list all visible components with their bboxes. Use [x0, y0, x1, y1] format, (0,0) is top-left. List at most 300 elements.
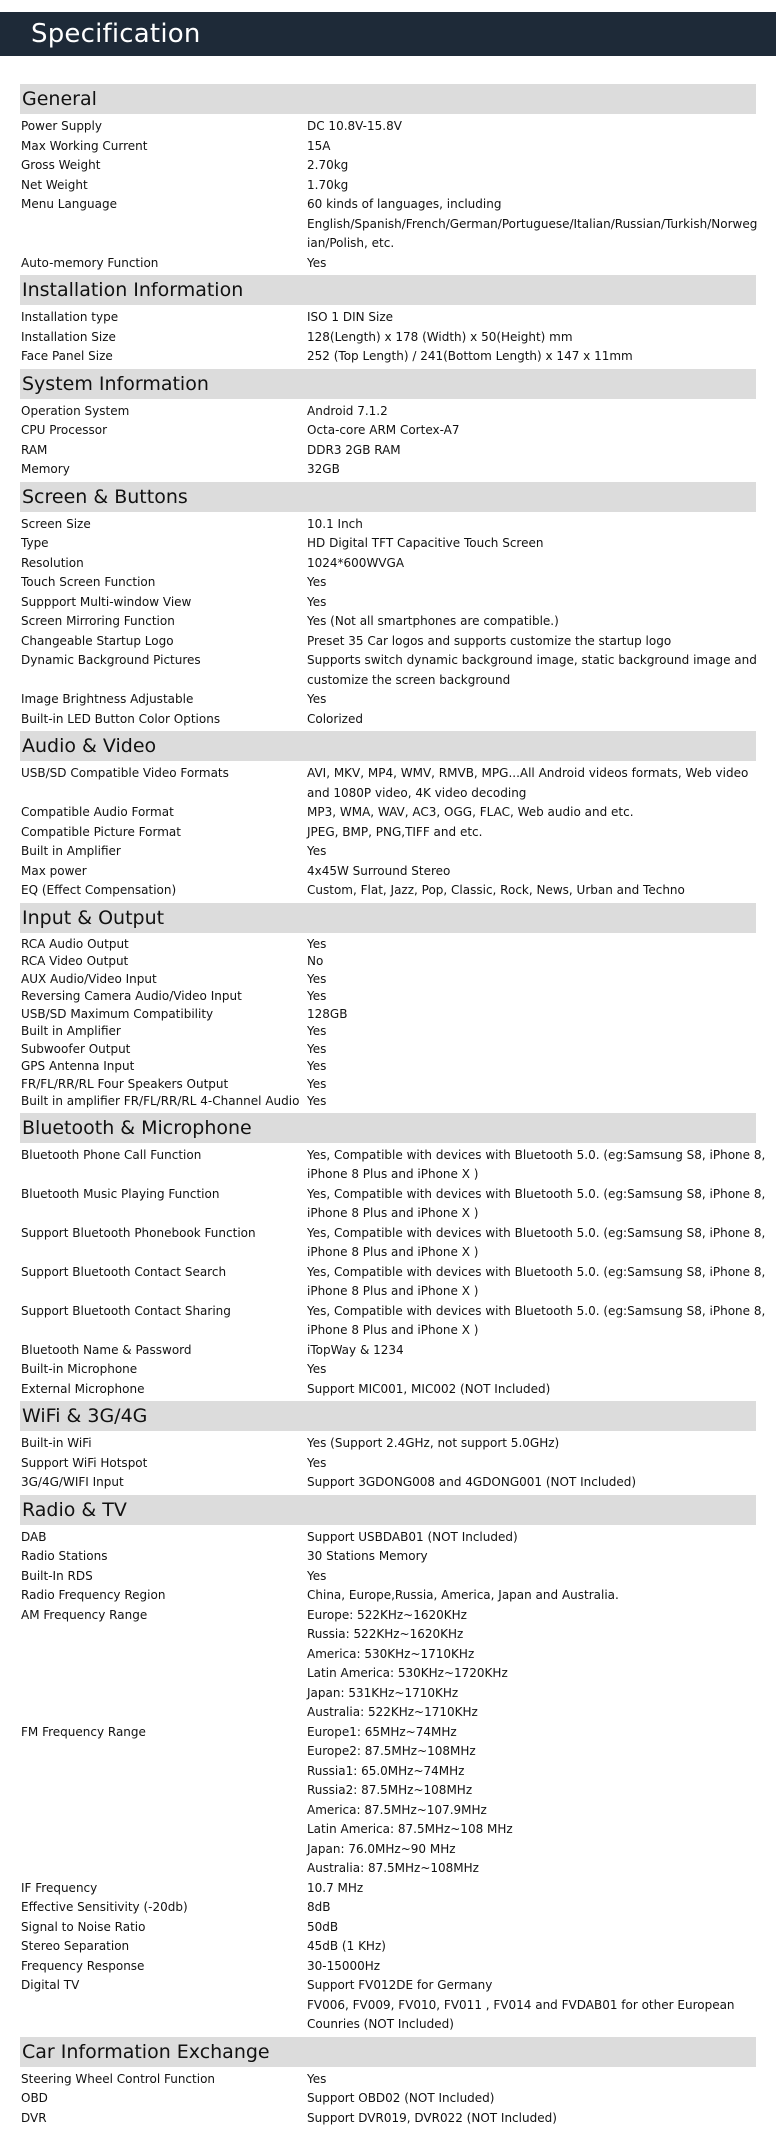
- spec-row: [20, 1473, 756, 1493]
- spec-value-line: Russia2: 87.5MHz~108MHz: [307, 1783, 473, 1797]
- spec-label: FM Frequency Range: [21, 1724, 146, 1739]
- spec-row: [20, 988, 756, 1006]
- spec-row: [20, 823, 756, 843]
- spec-row: [20, 421, 756, 441]
- spec-value: [307, 1076, 756, 1094]
- spec-value: [307, 1023, 756, 1041]
- spec-row: [20, 632, 756, 652]
- spec-row: [20, 2089, 756, 2109]
- section-header: Bluetooth & Microphone: [20, 1113, 756, 1143]
- spec-value: [307, 862, 756, 882]
- spec-row: [20, 1957, 756, 1977]
- spec-row: [20, 554, 756, 574]
- spec-value-line: Europe2: 87.5MHz~108MHz: [307, 1744, 476, 1758]
- spec-row: [20, 1528, 756, 1548]
- spec-label: RAM: [21, 442, 48, 457]
- spec-value-line: Support DVR019, DVR022 (NOT Included): [307, 2110, 557, 2125]
- spec-value-line: Supports switch dynamic background image, static background image and: [307, 653, 757, 667]
- spec-value: [307, 1547, 756, 1567]
- spec-value-line: Europe1: 65MHz~74MHz: [307, 1724, 457, 1739]
- spec-label: Frequency Response: [21, 1958, 145, 1973]
- spec-label: Screen Mirroring Function: [21, 614, 175, 628]
- spec-row: [20, 1434, 756, 1454]
- spec-label: IF Frequency: [21, 1880, 98, 1895]
- spec-row: [20, 137, 756, 157]
- spec-value: [307, 1360, 756, 1380]
- spec-row: [20, 534, 756, 554]
- spec-label: Resolution: [21, 555, 84, 570]
- spec-value: [307, 254, 756, 274]
- spec-row: [20, 195, 756, 254]
- spec-section: [20, 1495, 756, 2035]
- spec-value: [307, 1224, 766, 1263]
- spec-row: [20, 1360, 756, 1380]
- section-header: System Information: [20, 369, 756, 399]
- spec-value: [307, 842, 756, 862]
- spec-value: [307, 710, 756, 730]
- spec-row: [20, 690, 756, 710]
- spec-row: [20, 842, 756, 862]
- section-header: Radio & TV: [20, 1495, 756, 1525]
- spec-label: Support WiFi Hotspot: [21, 1455, 148, 1470]
- spec-row: [20, 1023, 756, 1041]
- spec-row: [20, 936, 756, 954]
- spec-label: External Microphone: [21, 1381, 145, 1396]
- spec-row: [20, 1006, 756, 1024]
- spec-row: [20, 1341, 756, 1361]
- spec-row: [20, 2070, 756, 2090]
- spec-section: [20, 369, 756, 480]
- spec-label: Bluetooth Music Playing Function: [21, 1186, 220, 1201]
- spec-value-line: 128GB: [307, 1006, 348, 1021]
- spec-value: [307, 1146, 766, 1185]
- spec-value-line: Support OBD02 (NOT Included): [307, 2091, 495, 2105]
- spec-value-line: China, Europe,Russia, America, Japan and Australia.: [307, 1588, 619, 1602]
- spec-value: [307, 554, 756, 574]
- spec-value-line: 10.7 MHz: [307, 1880, 364, 1895]
- spec-value-line: Yes, Compatible with devices with Bluetooth 5.0. (eg:Samsung S8, iPhone 8,: [307, 1225, 766, 1240]
- spec-row: [20, 1879, 756, 1899]
- spec-label: Signal to Noise Ratio: [21, 1919, 146, 1934]
- spec-row: [20, 1263, 766, 1302]
- spec-label: Power Supply: [21, 119, 102, 133]
- spec-value: [307, 195, 757, 254]
- spec-row: [20, 573, 756, 593]
- spec-value-line: America: 87.5MHz~107.9MHz: [307, 1802, 487, 1817]
- spec-value-line: Yes: [307, 1059, 327, 1073]
- spec-value-line: 32GB: [307, 462, 340, 476]
- spec-value: [307, 573, 756, 593]
- spec-value-line: 15A: [307, 138, 331, 153]
- spec-section: [20, 731, 756, 901]
- spec-value-line: Yes: [307, 1024, 327, 1038]
- spec-value-line: Yes (Support 2.4GHz, not support 5.0GHz): [307, 1436, 560, 1450]
- spec-row: [20, 328, 756, 348]
- spec-value-line: Japan: 531KHz~1710KHz: [307, 1685, 459, 1700]
- spec-label: Built-in WiFi: [21, 1436, 92, 1450]
- spec-value: [307, 1567, 756, 1587]
- spec-row: [20, 1185, 766, 1224]
- spec-label: Menu Language: [21, 197, 117, 211]
- spec-value-line: Yes: [307, 692, 327, 706]
- spec-label: Max power: [21, 863, 87, 878]
- spec-value-line: 252 (Top Length) / 241(Bottom Length) x 147 x 11mm: [307, 349, 633, 363]
- spec-row: [20, 1918, 756, 1938]
- spec-label: Touch Screen Function: [21, 575, 156, 589]
- spec-value-line: Latin America: 530KHz~1720KHz: [307, 1666, 508, 1680]
- spec-value: [307, 1473, 756, 1493]
- spec-value-line: 128(Length) x 178 (Width) x 50(Height) mm: [307, 329, 573, 344]
- spec-row: [20, 651, 756, 690]
- spec-value-line: English/Spanish/French/German/Portuguese/Italian/Russian/Turkish/Norweg: [307, 216, 758, 231]
- spec-row: [20, 710, 756, 730]
- spec-value-line: Yes: [307, 1076, 327, 1091]
- spec-value-line: Yes: [307, 1362, 327, 1376]
- spec-value: [307, 460, 756, 480]
- spec-value: [307, 1957, 756, 1977]
- spec-value-line: 10.1 Inch: [307, 516, 363, 531]
- spec-value-line: Support FV012DE for Germany: [307, 1978, 493, 1992]
- spec-value: [307, 651, 757, 690]
- spec-row: [20, 347, 756, 367]
- spec-value-line: 30-15000Hz: [307, 1958, 381, 1973]
- section-header: Installation Information: [20, 275, 756, 305]
- spec-value-line: Japan: 76.0MHz~90 MHz: [307, 1841, 456, 1856]
- spec-label: Radio Frequency Region: [21, 1588, 166, 1602]
- spec-row: [20, 460, 756, 480]
- specification-table: [0, 84, 776, 2128]
- spec-value-line: Yes: [307, 1455, 327, 1470]
- spec-label: Stereo Separation: [21, 1939, 130, 1953]
- spec-value-line: Colorized: [307, 711, 363, 726]
- spec-row: [20, 1041, 756, 1059]
- spec-value-line: Support 3GDONG008 and 4GDONG001 (NOT Included): [307, 1475, 637, 1489]
- spec-label: Screen Size: [21, 516, 91, 531]
- spec-row: [20, 612, 756, 632]
- spec-value-line: Australia: 522KHz~1710KHz: [307, 1705, 478, 1719]
- spec-value: [307, 1041, 756, 1059]
- spec-value: [307, 1528, 756, 1548]
- spec-value-line: 30 Stations Memory: [307, 1549, 428, 1563]
- spec-value: [307, 402, 756, 422]
- spec-label: Support Bluetooth Phonebook Function: [21, 1225, 256, 1240]
- spec-row: [20, 1076, 756, 1094]
- spec-value-line: JPEG, BMP, PNG,TIFF and etc.: [307, 824, 483, 839]
- spec-value: [307, 117, 756, 137]
- spec-value-line: America: 530KHz~1710KHz: [307, 1646, 475, 1661]
- spec-value-line: Europe: 522KHz~1620KHz: [307, 1607, 467, 1622]
- spec-value: [307, 1093, 756, 1111]
- spec-label: FR/FL/RR/RL Four Speakers Output: [21, 1076, 229, 1091]
- spec-label: EQ (Effect Compensation): [21, 883, 177, 897]
- spec-label: 3G/4G/WIFI Input: [21, 1475, 124, 1489]
- spec-value-line: iPhone 8 Plus and iPhone X ): [307, 1284, 479, 1298]
- spec-row: [20, 1723, 756, 1879]
- spec-row: [20, 1606, 756, 1723]
- spec-row: [20, 1547, 756, 1567]
- spec-value-line: Yes: [307, 989, 327, 1003]
- spec-value-line: and 1080P video, 4K video decoding: [307, 785, 527, 800]
- spec-value-line: Yes: [307, 255, 327, 270]
- spec-label: Auto-memory Function: [21, 255, 159, 270]
- spec-row: [20, 1586, 756, 1606]
- section-header: WiFi & 3G/4G: [20, 1401, 756, 1431]
- spec-label: Effective Sensitivity (-20db): [21, 1900, 188, 1914]
- spec-label: Dynamic Background Pictures: [21, 653, 201, 667]
- spec-label: Built-in Microphone: [21, 1362, 138, 1376]
- section-header: General: [20, 84, 756, 114]
- spec-section: [20, 1401, 756, 1493]
- spec-label: Built-In RDS: [21, 1568, 93, 1583]
- spec-value-line: Support MIC001, MIC002 (NOT Included): [307, 1381, 551, 1396]
- spec-value-line: AVI, MKV, MP4, WMV, RMVB, MPG...All Android videos formats, Web video: [307, 766, 749, 780]
- spec-value-line: iTopWay & 1234: [307, 1342, 404, 1357]
- spec-value-line: Yes, Compatible with devices with Bluetooth 5.0. (eg:Samsung S8, iPhone 8,: [307, 1186, 766, 1201]
- spec-label: Image Brightness Adjustable: [21, 692, 194, 706]
- spec-label: Face Panel Size: [21, 349, 113, 363]
- section-header: Input & Output: [20, 903, 756, 933]
- spec-row: [20, 1058, 756, 1076]
- spec-row: [20, 1093, 756, 1111]
- spec-label: Support Bluetooth Contact Sharing: [21, 1303, 231, 1318]
- spec-section: [20, 2037, 756, 2129]
- spec-value: [307, 1302, 766, 1341]
- spec-label: Built in Amplifier: [21, 844, 121, 858]
- spec-label: Radio Stations: [21, 1549, 108, 1563]
- spec-section: [20, 903, 756, 1111]
- spec-value-line: Yes, Compatible with devices with Bluetooth 5.0. (eg:Samsung S8, iPhone 8,: [307, 1264, 766, 1279]
- spec-label: Compatible Audio Format: [21, 805, 174, 819]
- spec-row: [20, 862, 756, 882]
- spec-label: Subwoofer Output: [21, 1041, 131, 1056]
- spec-value-line: 1.70kg: [307, 177, 349, 192]
- spec-row: [20, 593, 756, 613]
- spec-value-line: DDR3 2GB RAM: [307, 442, 401, 457]
- spec-section: [20, 275, 756, 367]
- spec-value: [307, 2089, 756, 2109]
- spec-row: [20, 1567, 756, 1587]
- spec-row: [20, 1898, 756, 1918]
- spec-value-line: FV006, FV009, FV010, FV011 , FV014 and FVDAB01 for other European: [307, 1997, 735, 2012]
- spec-row: [20, 1146, 766, 1185]
- spec-value: [307, 347, 756, 367]
- spec-value-line: DC 10.8V-15.8V: [307, 119, 402, 133]
- section-header: Audio & Video: [20, 731, 756, 761]
- spec-value: [307, 1586, 756, 1606]
- spec-value: [307, 308, 756, 328]
- spec-value: [307, 690, 756, 710]
- spec-value-line: HD Digital TFT Capacitive Touch Screen: [307, 536, 544, 550]
- spec-label: Suppport Multi-window View: [21, 594, 192, 609]
- spec-label: AM Frequency Range: [21, 1607, 148, 1622]
- spec-value-line: Custom, Flat, Jazz, Pop, Classic, Rock, News, Urban and Techno: [307, 883, 685, 897]
- spec-value-line: Octa-core ARM Cortex-A7: [307, 423, 460, 437]
- spec-value-line: 8dB: [307, 1900, 331, 1914]
- spec-label: OBD: [21, 2091, 48, 2105]
- spec-value-line: No: [307, 954, 324, 968]
- spec-value: [307, 764, 756, 803]
- spec-value: [307, 1185, 766, 1224]
- spec-value-line: Yes, Compatible with devices with Bluetooth 5.0. (eg:Samsung S8, iPhone 8,: [307, 1147, 766, 1162]
- spec-value-line: Preset 35 Car logos and supports customize the startup logo: [307, 633, 672, 648]
- spec-row: [20, 1224, 766, 1263]
- spec-label: Bluetooth Phone Call Function: [21, 1147, 202, 1162]
- spec-value-line: iPhone 8 Plus and iPhone X ): [307, 1167, 479, 1181]
- spec-value: [307, 1898, 756, 1918]
- spec-label: USB/SD Compatible Video Formats: [21, 766, 229, 780]
- spec-value: [307, 632, 756, 652]
- spec-value: [307, 612, 756, 632]
- spec-value: [307, 137, 756, 157]
- spec-value-line: Russia: 522KHz~1620KHz: [307, 1627, 464, 1641]
- spec-value-line: Yes: [307, 1041, 327, 1056]
- spec-value: [307, 1006, 756, 1024]
- spec-value: [307, 936, 756, 954]
- page-title-bar: [0, 12, 776, 56]
- spec-value-line: Counries (NOT Included): [307, 2017, 454, 2031]
- spec-row: [20, 1302, 766, 1341]
- spec-value: [307, 1606, 756, 1723]
- spec-label: Support Bluetooth Contact Search: [21, 1264, 227, 1279]
- spec-row: [20, 515, 756, 535]
- spec-value: [307, 1434, 756, 1454]
- spec-value-line: iPhone 8 Plus and iPhone X ): [307, 1245, 479, 1259]
- spec-label: GPS Antenna Input: [21, 1059, 135, 1073]
- spec-value-line: Russia1: 65.0MHz~74MHz: [307, 1763, 465, 1778]
- spec-value: [307, 1341, 756, 1361]
- spec-value: [307, 1918, 756, 1938]
- spec-label: Digital TV: [21, 1978, 80, 1992]
- spec-value: [307, 2070, 756, 2090]
- spec-value-line: ian/Polish, etc.: [307, 236, 395, 250]
- spec-label: RCA Audio Output: [21, 936, 129, 951]
- spec-value: [307, 1058, 756, 1076]
- spec-value-line: Yes: [307, 2071, 327, 2086]
- spec-label: AUX Audio/Video Input: [21, 971, 157, 986]
- spec-label: Built in amplifier FR/FL/RR/RL 4-Channel Audio: [21, 1094, 300, 1108]
- spec-value: [307, 823, 756, 843]
- spec-section: [20, 482, 756, 730]
- spec-row: [20, 1976, 756, 2035]
- spec-value-line: Yes: [307, 936, 327, 951]
- spec-label: CPU Processor: [21, 423, 108, 437]
- spec-label: Changeable Startup Logo: [21, 633, 174, 648]
- spec-label: Built in Amplifier: [21, 1024, 121, 1038]
- spec-value: [307, 1976, 756, 2035]
- spec-label: Reversing Camera Audio/Video Input: [21, 989, 242, 1003]
- spec-row: [20, 803, 756, 823]
- spec-row: [20, 117, 756, 137]
- spec-value: [307, 2109, 756, 2129]
- spec-value-line: 4x45W Surround Stereo: [307, 863, 451, 878]
- spec-label: USB/SD Maximum Compatibility: [21, 1006, 214, 1021]
- spec-value: [307, 1937, 756, 1957]
- spec-label: DAB: [21, 1529, 47, 1544]
- spec-row: [20, 1380, 756, 1400]
- spec-row: [20, 971, 756, 989]
- spec-label: Installation Size: [21, 329, 116, 344]
- spec-value: [307, 881, 756, 901]
- spec-row: [20, 441, 756, 461]
- spec-label: Steering Wheel Control Function: [21, 2071, 216, 2086]
- spec-value-line: Yes: [307, 594, 327, 609]
- spec-value: [307, 515, 756, 535]
- spec-value-line: Yes: [307, 1568, 327, 1583]
- spec-value-line: 1024*600WVGA: [307, 555, 405, 570]
- spec-label: Type: [21, 536, 49, 550]
- spec-label: Built-in LED Button Color Options: [21, 711, 221, 726]
- spec-value: [307, 1263, 766, 1302]
- spec-row: [20, 953, 756, 971]
- spec-value-line: iPhone 8 Plus and iPhone X ): [307, 1323, 479, 1337]
- spec-label: Bluetooth Name & Password: [21, 1342, 192, 1357]
- spec-value-line: Yes: [307, 971, 327, 986]
- spec-value: [307, 1454, 756, 1474]
- spec-value: [307, 1723, 756, 1879]
- spec-label: Net Weight: [21, 177, 88, 192]
- spec-value-line: 60 kinds of languages, including: [307, 197, 502, 211]
- spec-value-line: 45dB (1 KHz): [307, 1939, 386, 1953]
- spec-label: Compatible Picture Format: [21, 824, 181, 839]
- spec-value-line: iPhone 8 Plus and iPhone X ): [307, 1206, 479, 1220]
- spec-value: [307, 988, 756, 1006]
- spec-row: [20, 156, 756, 176]
- page-title: Specification: [31, 19, 201, 49]
- spec-value-line: Australia: 87.5MHz~108MHz: [307, 1861, 479, 1875]
- spec-value: [307, 421, 756, 441]
- spec-value-line: 50dB: [307, 1919, 339, 1934]
- spec-value: [307, 156, 756, 176]
- section-header: Screen & Buttons: [20, 482, 756, 512]
- spec-row: [20, 764, 756, 803]
- spec-value-line: Yes, Compatible with devices with Bluetooth 5.0. (eg:Samsung S8, iPhone 8,: [307, 1303, 766, 1318]
- spec-value: [307, 593, 756, 613]
- spec-row: [20, 254, 756, 274]
- spec-value: [307, 1879, 756, 1899]
- spec-value-line: Support USBDAB01 (NOT Included): [307, 1529, 518, 1544]
- spec-label: Max Working Current: [21, 138, 148, 153]
- spec-value-line: Yes: [307, 844, 327, 858]
- spec-value: [307, 441, 756, 461]
- spec-value-line: Yes: [307, 575, 327, 589]
- section-header: Car Information Exchange: [20, 2037, 756, 2067]
- spec-row: [20, 1454, 756, 1474]
- spec-row: [20, 402, 756, 422]
- spec-value-line: Android 7.1.2: [307, 403, 388, 418]
- spec-label: DVR: [21, 2110, 47, 2125]
- spec-label: Memory: [21, 462, 70, 476]
- spec-label: Gross Weight: [21, 158, 101, 172]
- spec-value-line: Yes (Not all smartphones are compatible.): [307, 614, 559, 628]
- spec-value: [307, 328, 756, 348]
- spec-value-line: 2.70kg: [307, 158, 349, 172]
- spec-label: Operation System: [21, 403, 130, 418]
- spec-row: [20, 2109, 756, 2129]
- spec-row: [20, 881, 756, 901]
- spec-section: [20, 1113, 766, 1400]
- spec-section: [20, 84, 756, 273]
- spec-value: [307, 176, 756, 196]
- spec-value: [307, 953, 756, 971]
- spec-label: RCA Video Output: [21, 954, 129, 968]
- spec-value: [307, 803, 756, 823]
- spec-value: [307, 1380, 756, 1400]
- spec-value-line: Yes: [307, 1094, 327, 1108]
- spec-value-line: Latin America: 87.5MHz~108 MHz: [307, 1822, 513, 1836]
- spec-row: [20, 176, 756, 196]
- spec-value-line: ISO 1 DIN Size: [307, 310, 394, 324]
- spec-label: Installation type: [21, 310, 119, 324]
